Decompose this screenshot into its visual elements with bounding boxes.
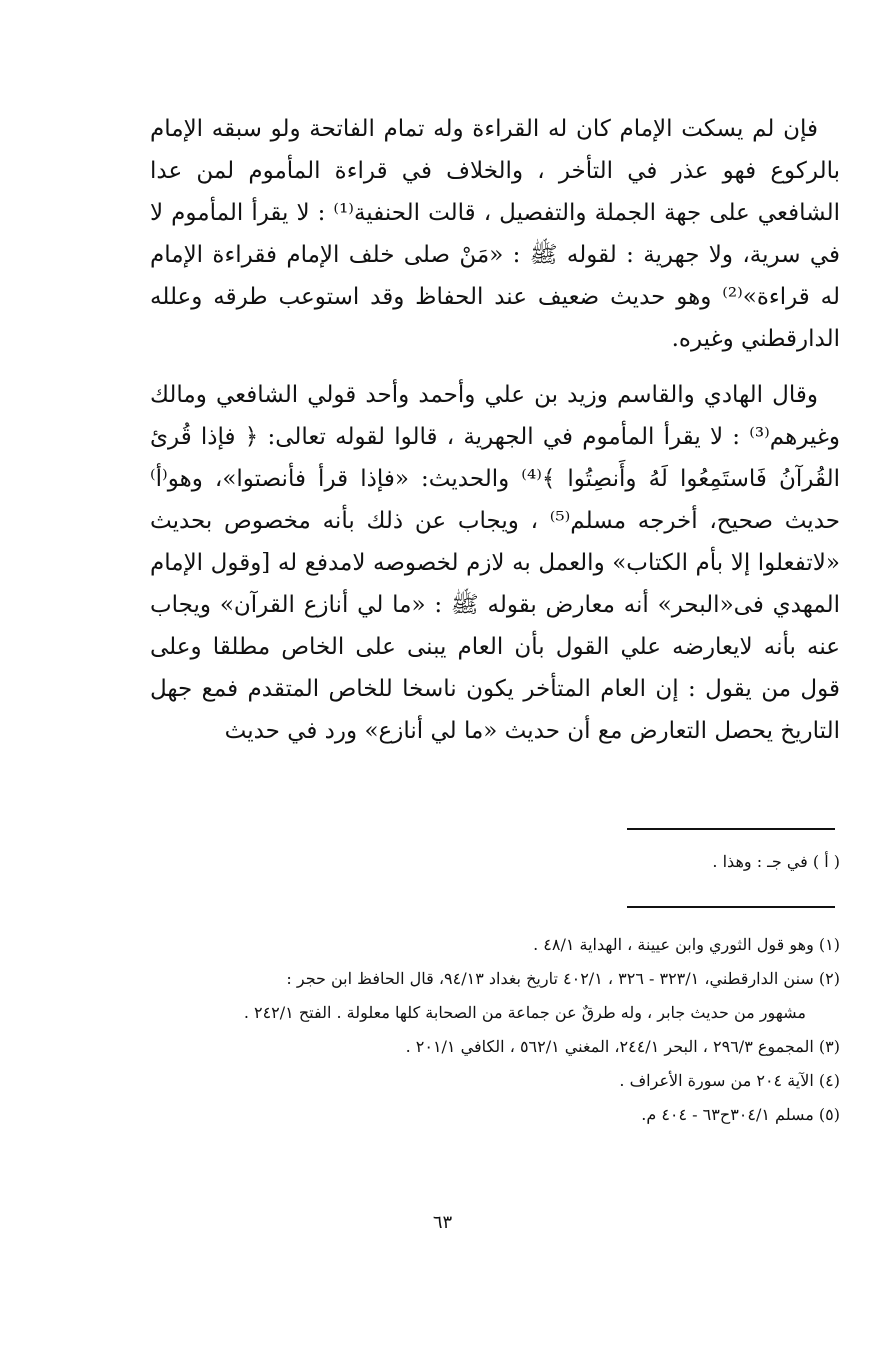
footnote-2-continued: مشهور من حديث جابر ، وله طرقٌ عن جماعة من الصحابة كلها معلولة . الفتح ٢٤٢/١ .	[243, 1003, 806, 1022]
footnotes	[170, 928, 840, 1132]
paragraph-2: وقال الهادي والقاسم وزيد بن علي وأحمد وأحد قولي الشافعي ومالك وغيرهم⁽³⁾ : لا يقرأ المأموم في الجهرية ، قالوا لقوله تعالى: ﴿ فإذا قُرئ القُرآنُ فَاستَمِعُوا لَهُ وأَنصِتُوا ﴾⁽⁴⁾ والحديث: «فإذا قرأ فأنصتوا»، وهو⁽أ⁾ حديث صحيح، أخرجه مسلم⁽⁵⁾ ، ويجاب عن ذلك بأنه مخصوص بحديث «لاتفعلوا إلا بأم الكتاب» والعمل به لازم لخصوصه لامدفع له [وقول الإمام المهدي فى«البحر» أنه معارض بقوله ﷺ : «ما لي أنازع القرآن» ويجاب عنه بأنه لايعارضه علي القول بأن العام يبنى على الخاص مطلقا وعلى قول من يقول : إن العام المتأخر يكون ناسخا للخاص المتقدم فمع جهل التاريخ يحصل التعارض مع أن حديث «ما لي أنازع» ورد في حديث	[150, 382, 840, 744]
footnote-separator-2	[627, 906, 835, 908]
footnote-5: (٥) مسلم ٣٠٤/١ح٦٣ - ٤٠٤ م.	[641, 1105, 840, 1124]
variant-note: ( أ ) في جـ : وهذا .	[712, 852, 840, 871]
footnote-separator-1	[627, 828, 835, 830]
page-number: ٦٣	[432, 1212, 453, 1233]
main-text	[150, 108, 840, 762]
footnote-4: (٤) الآية ٢٠٤ من سورة الأعراف .	[619, 1071, 840, 1090]
paragraph-1: فإن لم يسكت الإمام كان له القراءة وله تمام الفاتحة ولو سبقه الإمام بالركوع فهو عذر في التأخر ، والخلاف في قراءة المأموم لمن عدا الشافعي على جهة الجملة والتفصيل ، قالت الحنفية⁽¹⁾ : لا يقرأ المأموم لا في سرية، ولا جهرية : لقوله ﷺ : «مَنْ صلى خلف الإمام فقراءة الإمام له قراءة»⁽²⁾ وهو حديث ضعيف عند الحفاظ وقد استوعب طرقه وعلله الدارقطني وغيره.	[150, 116, 841, 352]
footnote-3: (٣) المجموع ٢٩٦/٣ ، البحر ٢٤٤/١، المغني ٥٦٢/١ ، الكافي ٢٠١/١ .	[405, 1037, 840, 1056]
footnote-1: (١) وهو قول الثوري وابن عيينة ، الهداية ٤٨/١ .	[533, 935, 840, 954]
footnote-2: (٢) سنن الدارقطني، ٣٢٣/١ - ٣٢٦ ، ٤٠٢/١ تاريخ بغداد ٩٤/١٣، قال الحافظ ابن حجر :	[286, 969, 840, 988]
